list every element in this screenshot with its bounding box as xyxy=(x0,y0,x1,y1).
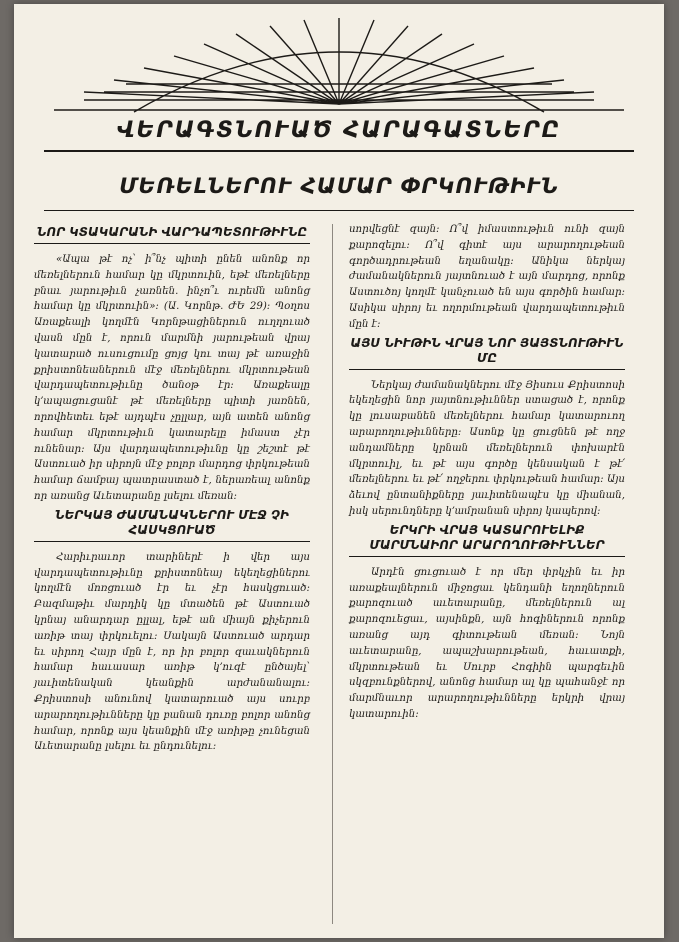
subtitle: ՄԵՌԵԼՆԵՐՈՒ ՀԱՄԱՐ ՓՐԿՈՒԹԻՒՆ xyxy=(119,174,559,198)
left-column xyxy=(34,222,310,757)
main-title: ՎԵՐԱԳՏՆՈՒԱԾ ՀԱՐԱԳԱՏՆԵՐԸ xyxy=(116,118,562,143)
article-paragraph: սորվեցնէ զայն։ Ո՞վ իմաստութիւն ունի զայն քարոզելու։ Ո՞վ գիտէ այս արարողութեան գործադրութեան եղանակը։ Անիկա ներկայ ժամանակներուն յայտնուած է այն մարդոց, որոնք Աստուծոյ կողմէ կանչուած են այս գործին համար։ Ասիկա սիրոյ եւ ողորմութեան վարդապետութիւն մըն է։ xyxy=(349,224,625,330)
article-paragraph: Ներկայ ժամանակներու մէջ Յիսուս Քրիստոսի եկեղեցին նոր յայտնութիւններ ստացած է, որոնք կը լուսաբանեն մեռելներու համար կատարուող արարողութիւնները։ Ասոնք կը ցուցնեն թէ ողջ անդամները կրնան մեռելներուն փոխարէն մկրտուիլ, եւ թէ այս գործը կենսական է թէ՛ մեռելներու եւ թէ՛ ողջերու փրկութեան համար։ Այս ձեւով ընտանիքները յաւիտենապէս կը միանան, իսկ սերունդները կ՚ամրանան սիրոյ կապերով։ xyxy=(349,379,625,517)
title-rule xyxy=(44,150,634,152)
article-paragraph: «Ապա թէ ոչ՝ ի՞նչ պիտի ընեն անոնք որ մեռելներուն համար կը մկրտուին, եթէ մեռելները բնաւ յարութիւն չառնեն. ինչո՞ւ ուրեմն անոնց համար կը մկրտուին»։ (Ա. Կորնթ. ԺԵ 29)։ Պօղոս Առաքեալի կողմէն Կորնթացիներուն ուղղուած վասն մըն է, որուն մարմնի յարութեան վրայ կատարած ուսուցումը ցոյց կու տայ թէ առաջին քրիստոնեաներուն մէջ մեռելներու մկրտութեան վարդապետութիւնը ծանօթ էր։ Առաքեալը կ՚ապացուցանէ թէ մեռելները պիտի յառնեն, որովհետեւ եթէ այդպէս չըլլար, այն ատեն անոնց համար մկրտութիւն կատարելը իմաստ չէր ունենար։ Այս վարդապետութիւնը կը շեշտէ թէ Աստուած իր սիրոյն մէջ բոլոր մարդոց փրկութեան համար ճամբայ պատրաստած է, ներառեալ անոնք որ առանց Աւետարանը լսելու մեռան։ xyxy=(34,254,310,502)
subtitle-rule xyxy=(44,210,634,211)
section-heading: ԱՅՍ ՆԻՒԹԻՆ ՎՐԱՅ ՆՈՐ ՅԱՅՏՆՈՒԹԻՒՆ ՄԸ xyxy=(349,336,625,370)
section-heading: ՆՈՐ ԿՏԱԿԱՐԱՆԻ ՎԱՐԴԱՊԵՏՈՒԹԻՒՆԸ xyxy=(34,225,310,244)
right-column xyxy=(349,222,625,725)
page-sheet xyxy=(14,4,664,938)
article-paragraph: Արդէն ցուցուած է որ մեր փրկչին եւ իր առաքեալներուն միջոցաւ կենդանի եղողներուն քարոզուած աւետարանը, մեռելներուն ալ քարոզուեցաւ, այսինքն, այն հոգիներուն որոնք առանց այդ գիտութեան մեռան։ Նոյն աւետարանը, ապաշխարութեան, հաւատքի, մկրտութեան եւ Սուրբ Հոգիին պարգեւին սկզբունքներով, անոնց համար ալ կը պահանջէ որ մարմնաւոր արարողութիւնները երկրի վրայ կատարուին։ xyxy=(349,566,625,720)
article-paragraph: Հարիւրաւոր տարիներէ ի վեր այս վարդապետութիւնը քրիստոնեայ եկեղեցիներու կողմէն մոռցուած էր եւ չէր հասկցուած։ Բազմաթիւ մարդիկ կը մտածեն թէ Աստուած կրնայ անարդար ըլլալ, եթէ ան միայն քիչերուն առիթ տայ փրկուելու։ Սակայն Աստուած արդար եւ սիրող Հայր մըն է, որ իր բոլոր զաւակներուն համար հաւասար առիթ կ՚ուզէ ընծայել՝ յաւիտենական կեանքին արժանանալու։ Քրիստոսի անունով կատարուած այս սուրբ արարողութիւնները կը բանան դուռը բոլոր անոնց համար, որոնք այս կեանքին մէջ առիթը չունեցան Աւետարանը լսելու եւ ընդունելու։ xyxy=(34,551,310,753)
section-heading: ԵՐԿՐԻ ՎՐԱՅ ԿԱՏԱՐՈՒԵԼԻՔ ՄԱՐՄՆԱԻՈՐ ԱՐԱՐՈՂՈՒԹԻՒՆՆԵՐ xyxy=(349,523,625,557)
column-divider xyxy=(332,224,333,924)
section-heading: ՆԵՐԿԱՅ ԺԱՄԱՆԱԿՆԵՐՈՒ ՄԷՋ ՉԻ ՀԱՍԿՑՈՒԱԾ xyxy=(34,508,310,542)
sunburst-illustration xyxy=(14,4,664,116)
